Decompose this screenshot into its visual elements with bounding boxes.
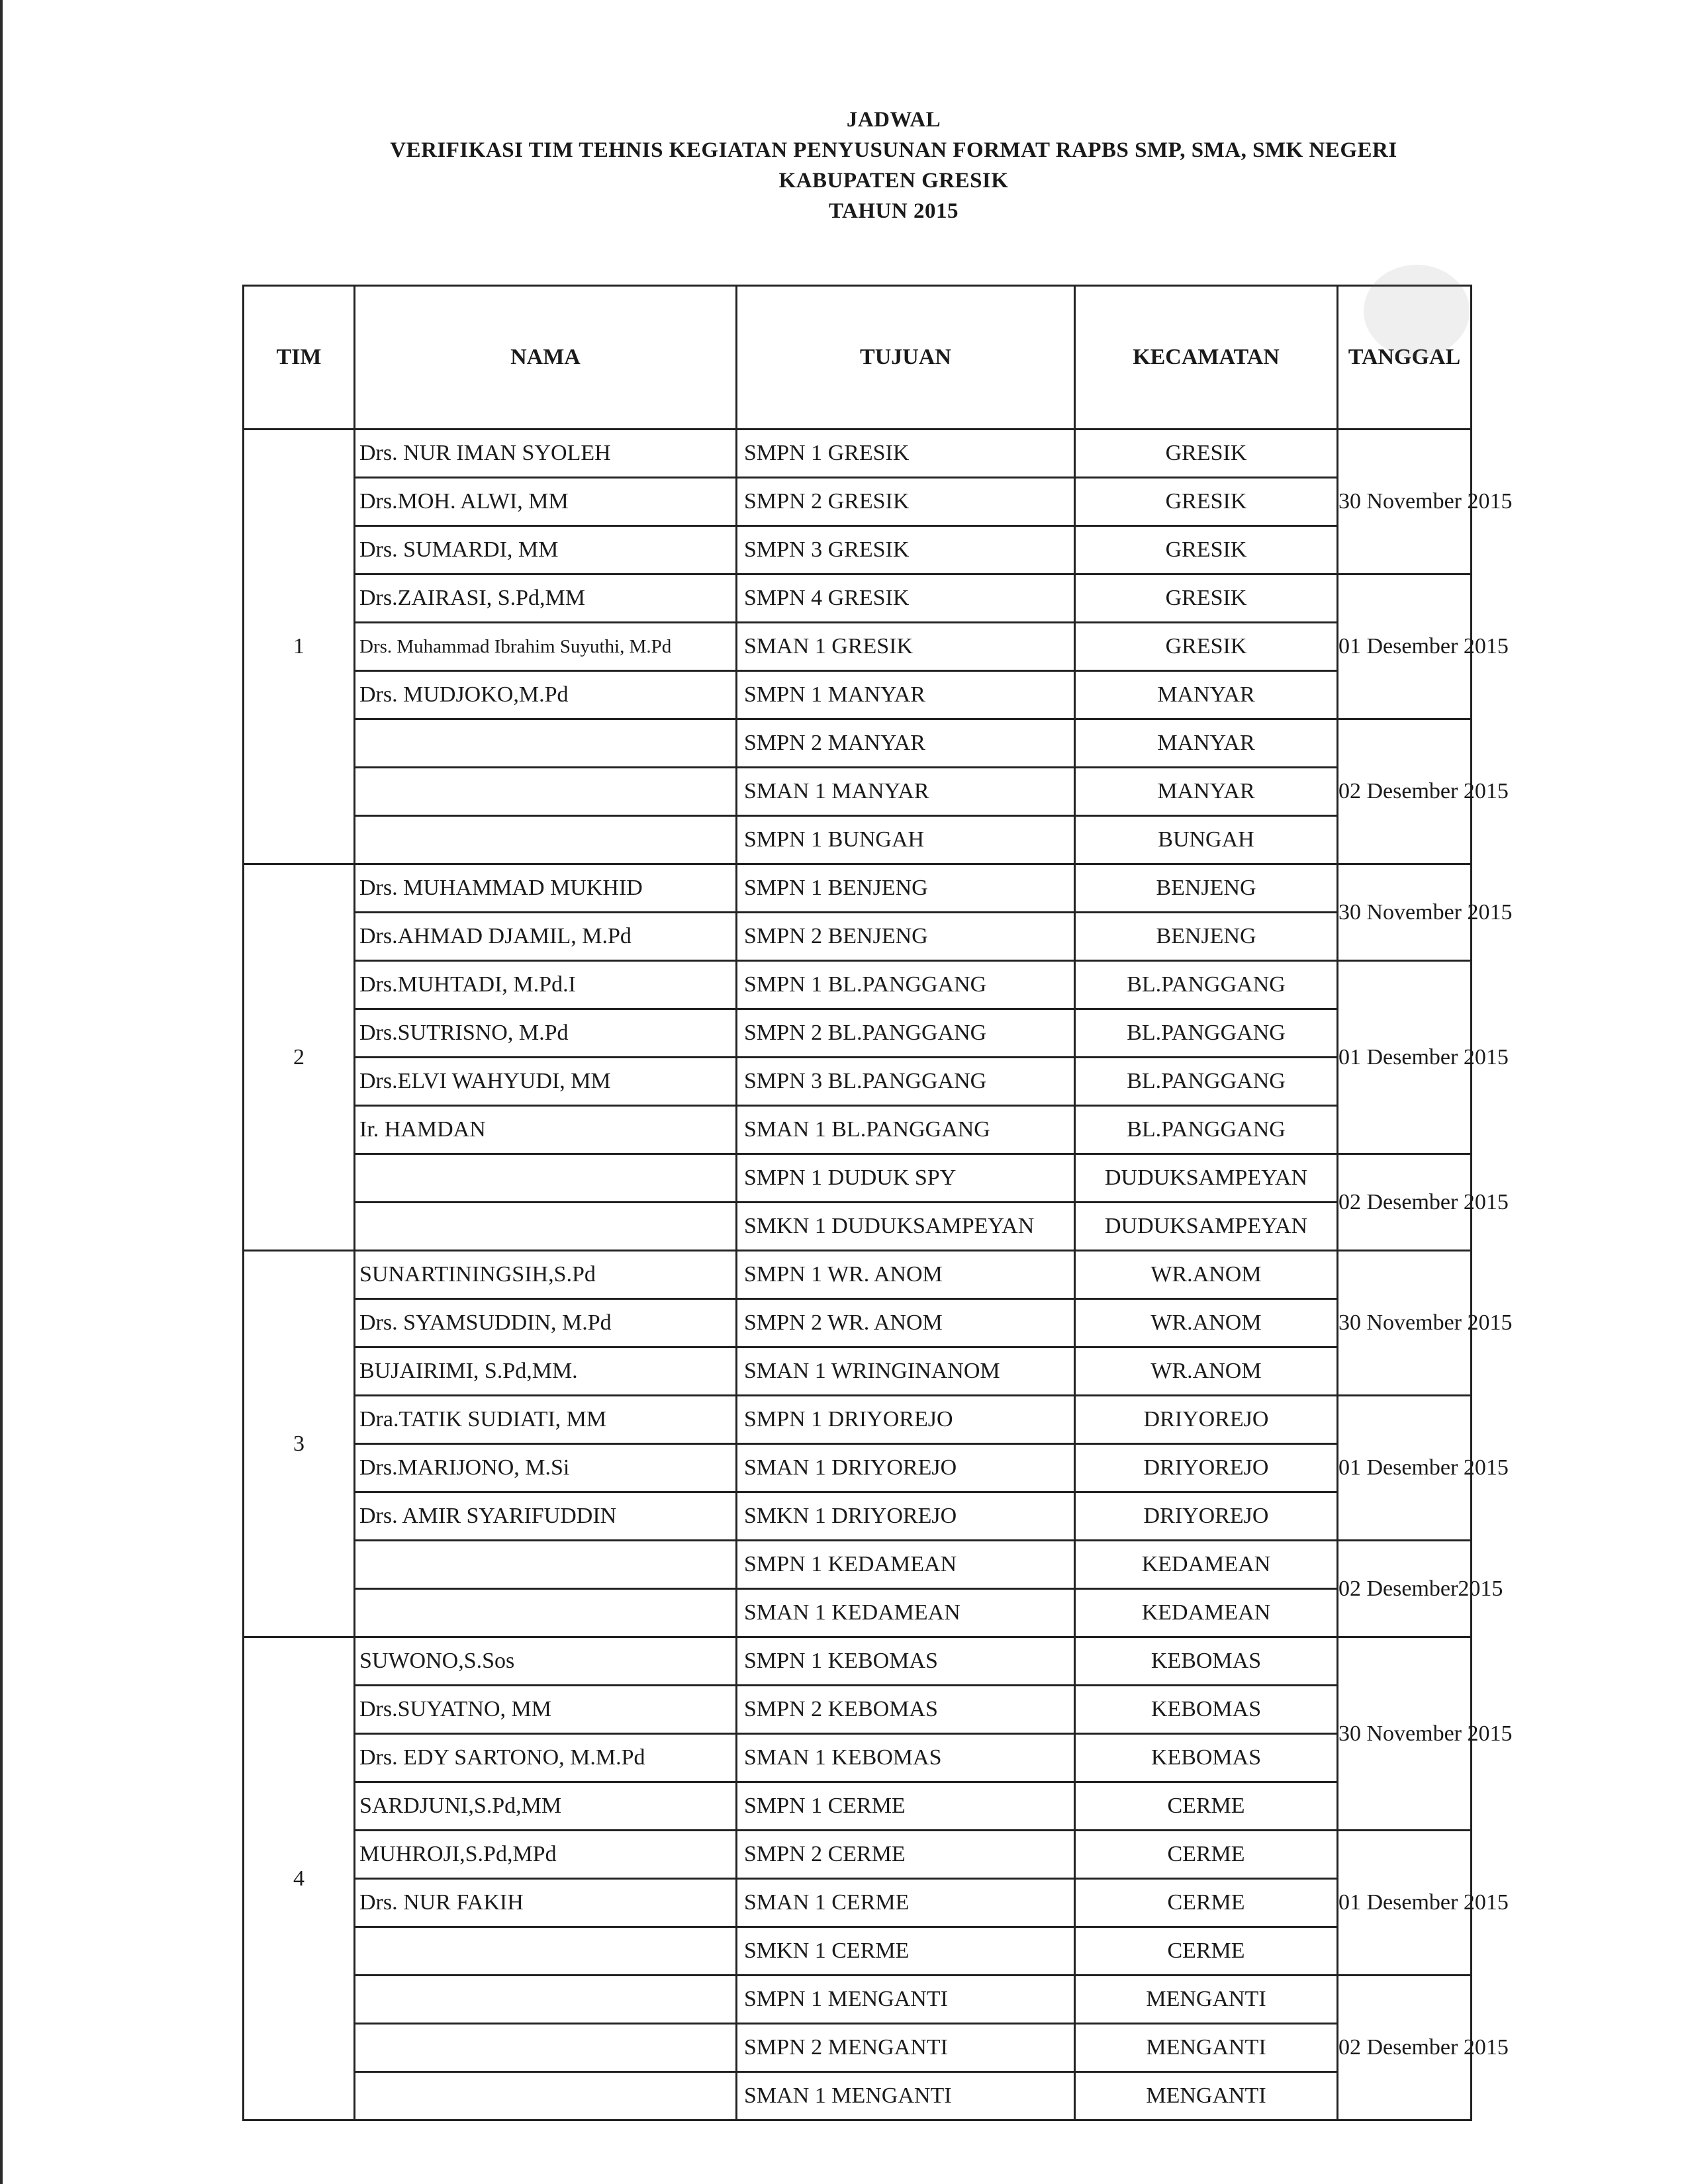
schedule-date: 30 November 2015 <box>1338 1637 1472 1831</box>
district: DUDUKSAMPEYAN <box>1075 1203 1338 1251</box>
table-row <box>244 1203 1472 1251</box>
destination-school: SMPN 3 BL.PANGGANG <box>737 1058 1075 1106</box>
member-name: Drs. MUHAMMAD MUKHID <box>355 864 737 913</box>
table-row <box>244 1106 1472 1154</box>
destination-school: SMPN 1 CERME <box>737 1782 1075 1831</box>
district: CERME <box>1075 1782 1338 1831</box>
member-name <box>355 2024 737 2072</box>
district: GRESIK <box>1075 623 1338 671</box>
table-row <box>244 430 1472 478</box>
member-name: Drs. NUR FAKIH <box>355 1879 737 1927</box>
destination-school: SMPN 1 BENJENG <box>737 864 1075 913</box>
table-row <box>244 671 1472 719</box>
member-name: Drs. AMIR SYARIFUDDIN <box>355 1492 737 1541</box>
table-row <box>244 1541 1472 1589</box>
schedule-date: 02 Desember2015 <box>1338 1541 1472 1637</box>
member-name <box>355 1589 737 1637</box>
district: DUDUKSAMPEYAN <box>1075 1154 1338 1203</box>
destination-school: SMKN 1 CERME <box>737 1927 1075 1976</box>
schedule-table <box>242 285 1513 2121</box>
destination-school: SMAN 1 WRINGINANOM <box>737 1347 1075 1396</box>
schedule-date: 30 November 2015 <box>1338 430 1472 574</box>
destination-school: SMAN 1 MENGANTI <box>737 2072 1075 2120</box>
district: MENGANTI <box>1075 1976 1338 2024</box>
team-number: 2 <box>244 864 355 1251</box>
table-header-row <box>244 286 1472 430</box>
table-row <box>244 864 1472 913</box>
column-header-nama: NAMA <box>355 286 737 430</box>
district: GRESIK <box>1075 574 1338 623</box>
district: MANYAR <box>1075 768 1338 816</box>
schedule-date: 01 Desember 2015 <box>1338 1396 1472 1541</box>
district: DRIYOREJO <box>1075 1492 1338 1541</box>
table-row <box>244 1492 1472 1541</box>
destination-school: SMPN 1 KEDAMEAN <box>737 1541 1075 1589</box>
table-row <box>244 1347 1472 1396</box>
district: BENJENG <box>1075 864 1338 913</box>
header-region: KABUPATEN GRESIK <box>778 169 1009 193</box>
member-name: MUHROJI,S.Pd,MPd <box>355 1831 737 1879</box>
member-name: Drs.MOH. ALWI, MM <box>355 478 737 526</box>
destination-school: SMAN 1 CERME <box>737 1879 1075 1927</box>
table-row <box>244 1396 1472 1444</box>
destination-school: SMPN 1 BL.PANGGANG <box>737 961 1075 1009</box>
table-row <box>244 719 1472 768</box>
member-name: Drs.AHMAD DJAMIL, M.Pd <box>355 913 737 961</box>
member-name: Drs. MUDJOKO,M.Pd <box>355 671 737 719</box>
destination-school: SMPN 2 MANYAR <box>737 719 1075 768</box>
district: KEBOMAS <box>1075 1734 1338 1782</box>
header-year: TAHUN 2015 <box>829 199 959 223</box>
district: BUNGAH <box>1075 816 1338 864</box>
table-row <box>244 1444 1472 1492</box>
destination-school: SMPN 2 GRESIK <box>737 478 1075 526</box>
table-row <box>244 1637 1472 1686</box>
column-header-kecamatan: KECAMATAN <box>1075 286 1338 430</box>
table-row <box>244 816 1472 864</box>
member-name: Drs.ELVI WAHYUDI, MM <box>355 1058 737 1106</box>
table-row <box>244 623 1472 671</box>
member-name: Drs.MARIJONO, M.Si <box>355 1444 737 1492</box>
table-row <box>244 2024 1472 2072</box>
destination-school: SMPN 1 DRIYOREJO <box>737 1396 1075 1444</box>
scan-smudge <box>1364 265 1470 357</box>
schedule-date: 02 Desember 2015 <box>1338 719 1472 864</box>
column-header-tim: TIM <box>244 286 355 430</box>
member-name <box>355 2072 737 2120</box>
member-name <box>355 1154 737 1203</box>
district: GRESIK <box>1075 478 1338 526</box>
destination-school: SMKN 1 DRIYOREJO <box>737 1492 1075 1541</box>
destination-school: SMAN 1 KEBOMAS <box>737 1734 1075 1782</box>
district: BL.PANGGANG <box>1075 961 1338 1009</box>
member-name: Drs. NUR IMAN SYOLEH <box>355 430 737 478</box>
table-row <box>244 1589 1472 1637</box>
member-name <box>355 719 737 768</box>
schedule-date: 02 Desember 2015 <box>1338 1976 1472 2120</box>
member-name <box>355 1976 737 2024</box>
member-name: Drs. SUMARDI, MM <box>355 526 737 574</box>
destination-school: SMPN 1 GRESIK <box>737 430 1075 478</box>
destination-school: SMAN 1 GRESIK <box>737 623 1075 671</box>
member-name: SUNARTININGSIH,S.Pd <box>355 1251 737 1299</box>
district: KEBOMAS <box>1075 1637 1338 1686</box>
member-name: Ir. HAMDAN <box>355 1106 737 1154</box>
destination-school: SMPN 1 WR. ANOM <box>737 1251 1075 1299</box>
member-name <box>355 1927 737 1976</box>
table-row <box>244 1154 1472 1203</box>
table-row <box>244 1686 1472 1734</box>
schedule-date: 02 Desember 2015 <box>1338 1154 1472 1251</box>
destination-school: SMPN 1 BUNGAH <box>737 816 1075 864</box>
schedule-date: 30 November 2015 <box>1338 1251 1472 1396</box>
member-name <box>355 1203 737 1251</box>
district: MENGANTI <box>1075 2024 1338 2072</box>
district: DRIYOREJO <box>1075 1396 1338 1444</box>
member-name <box>355 816 737 864</box>
district: GRESIK <box>1075 526 1338 574</box>
destination-school: SMKN 1 DUDUKSAMPEYAN <box>737 1203 1075 1251</box>
destination-school: SMAN 1 BL.PANGGANG <box>737 1106 1075 1154</box>
destination-school: SMAN 1 MANYAR <box>737 768 1075 816</box>
member-name: Drs.SUYATNO, MM <box>355 1686 737 1734</box>
document-header <box>0 105 1688 226</box>
column-header-tujuan: TUJUAN <box>737 286 1075 430</box>
team-number: 1 <box>244 430 355 864</box>
district: GRESIK <box>1075 430 1338 478</box>
district: BENJENG <box>1075 913 1338 961</box>
district: CERME <box>1075 1927 1338 1976</box>
destination-school: SMPN 2 BENJENG <box>737 913 1075 961</box>
district: CERME <box>1075 1831 1338 1879</box>
member-name: Drs. Muhammad Ibrahim Suyuthi, M.Pd <box>355 623 737 671</box>
destination-school: SMPN 2 MENGANTI <box>737 2024 1075 2072</box>
column-header-tanggal: TANGGAL <box>1338 286 1472 430</box>
table-row <box>244 1009 1472 1058</box>
district: KEDAMEAN <box>1075 1541 1338 1589</box>
schedule-body <box>244 430 1513 2120</box>
destination-school: SMPN 2 WR. ANOM <box>737 1299 1075 1347</box>
table-row <box>244 768 1472 816</box>
destination-school: SMPN 2 CERME <box>737 1831 1075 1879</box>
table-row <box>244 1927 1472 1976</box>
header-subtitle: VERIFIKASI TIM TEHNIS KEGIATAN PENYUSUNAN FORMAT RAPBS SMP, SMA, SMK NEGERI <box>390 138 1397 162</box>
district: BL.PANGGANG <box>1075 1009 1338 1058</box>
district: CERME <box>1075 1879 1338 1927</box>
district: WR.ANOM <box>1075 1299 1338 1347</box>
table-row <box>244 574 1472 623</box>
table-row <box>244 526 1472 574</box>
team-number: 3 <box>244 1251 355 1637</box>
district: WR.ANOM <box>1075 1251 1338 1299</box>
destination-school: SMPN 1 KEBOMAS <box>737 1637 1075 1686</box>
destination-school: SMPN 3 GRESIK <box>737 526 1075 574</box>
table-row <box>244 1879 1472 1927</box>
table-row <box>244 913 1472 961</box>
member-name <box>355 1541 737 1589</box>
district: WR.ANOM <box>1075 1347 1338 1396</box>
schedule-date: 30 November 2015 <box>1338 864 1472 961</box>
destination-school: SMPN 2 BL.PANGGANG <box>737 1009 1075 1058</box>
schedule-date: 01 Desember 2015 <box>1338 574 1472 719</box>
table-row <box>244 961 1472 1009</box>
district: MENGANTI <box>1075 2072 1338 2120</box>
table-row <box>244 1976 1472 2024</box>
table-row <box>244 1782 1472 1831</box>
table-row <box>244 1058 1472 1106</box>
district: MANYAR <box>1075 671 1338 719</box>
member-name: Drs. SYAMSUDDIN, M.Pd <box>355 1299 737 1347</box>
team-number: 4 <box>244 1637 355 2120</box>
destination-school: SMPN 1 DUDUK SPY <box>737 1154 1075 1203</box>
district: DRIYOREJO <box>1075 1444 1338 1492</box>
destination-school: SMPN 4 GRESIK <box>737 574 1075 623</box>
member-name: Drs.SUTRISNO, M.Pd <box>355 1009 737 1058</box>
destination-school: SMAN 1 DRIYOREJO <box>737 1444 1075 1492</box>
destination-school: SMPN 1 MANYAR <box>737 671 1075 719</box>
table-row <box>244 1251 1472 1299</box>
header-title: JADWAL <box>846 108 941 132</box>
member-name: BUJAIRIMI, S.Pd,MM. <box>355 1347 737 1396</box>
table-row <box>244 1734 1472 1782</box>
table-row <box>244 478 1472 526</box>
district: BL.PANGGANG <box>1075 1106 1338 1154</box>
destination-school: SMAN 1 KEDAMEAN <box>737 1589 1075 1637</box>
destination-school: SMPN 1 MENGANTI <box>737 1976 1075 2024</box>
member-name: Dra.TATIK SUDIATI, MM <box>355 1396 737 1444</box>
district: BL.PANGGANG <box>1075 1058 1338 1106</box>
table-row <box>244 2072 1472 2120</box>
scan-page-edge <box>0 0 3 2184</box>
member-name: Drs.ZAIRASI, S.Pd,MM <box>355 574 737 623</box>
member-name: Drs.MUHTADI, M.Pd.I <box>355 961 737 1009</box>
table-row <box>244 1299 1472 1347</box>
district: MANYAR <box>1075 719 1338 768</box>
district: KEBOMAS <box>1075 1686 1338 1734</box>
member-name <box>355 768 737 816</box>
schedule-date: 01 Desember 2015 <box>1338 961 1472 1154</box>
schedule-date: 01 Desember 2015 <box>1338 1831 1472 1976</box>
table-row <box>244 1831 1472 1879</box>
destination-school: SMPN 2 KEBOMAS <box>737 1686 1075 1734</box>
member-name: SUWONO,S.Sos <box>355 1637 737 1686</box>
member-name: SARDJUNI,S.Pd,MM <box>355 1782 737 1831</box>
district: KEDAMEAN <box>1075 1589 1338 1637</box>
member-name: Drs. EDY SARTONO, M.M.Pd <box>355 1734 737 1782</box>
